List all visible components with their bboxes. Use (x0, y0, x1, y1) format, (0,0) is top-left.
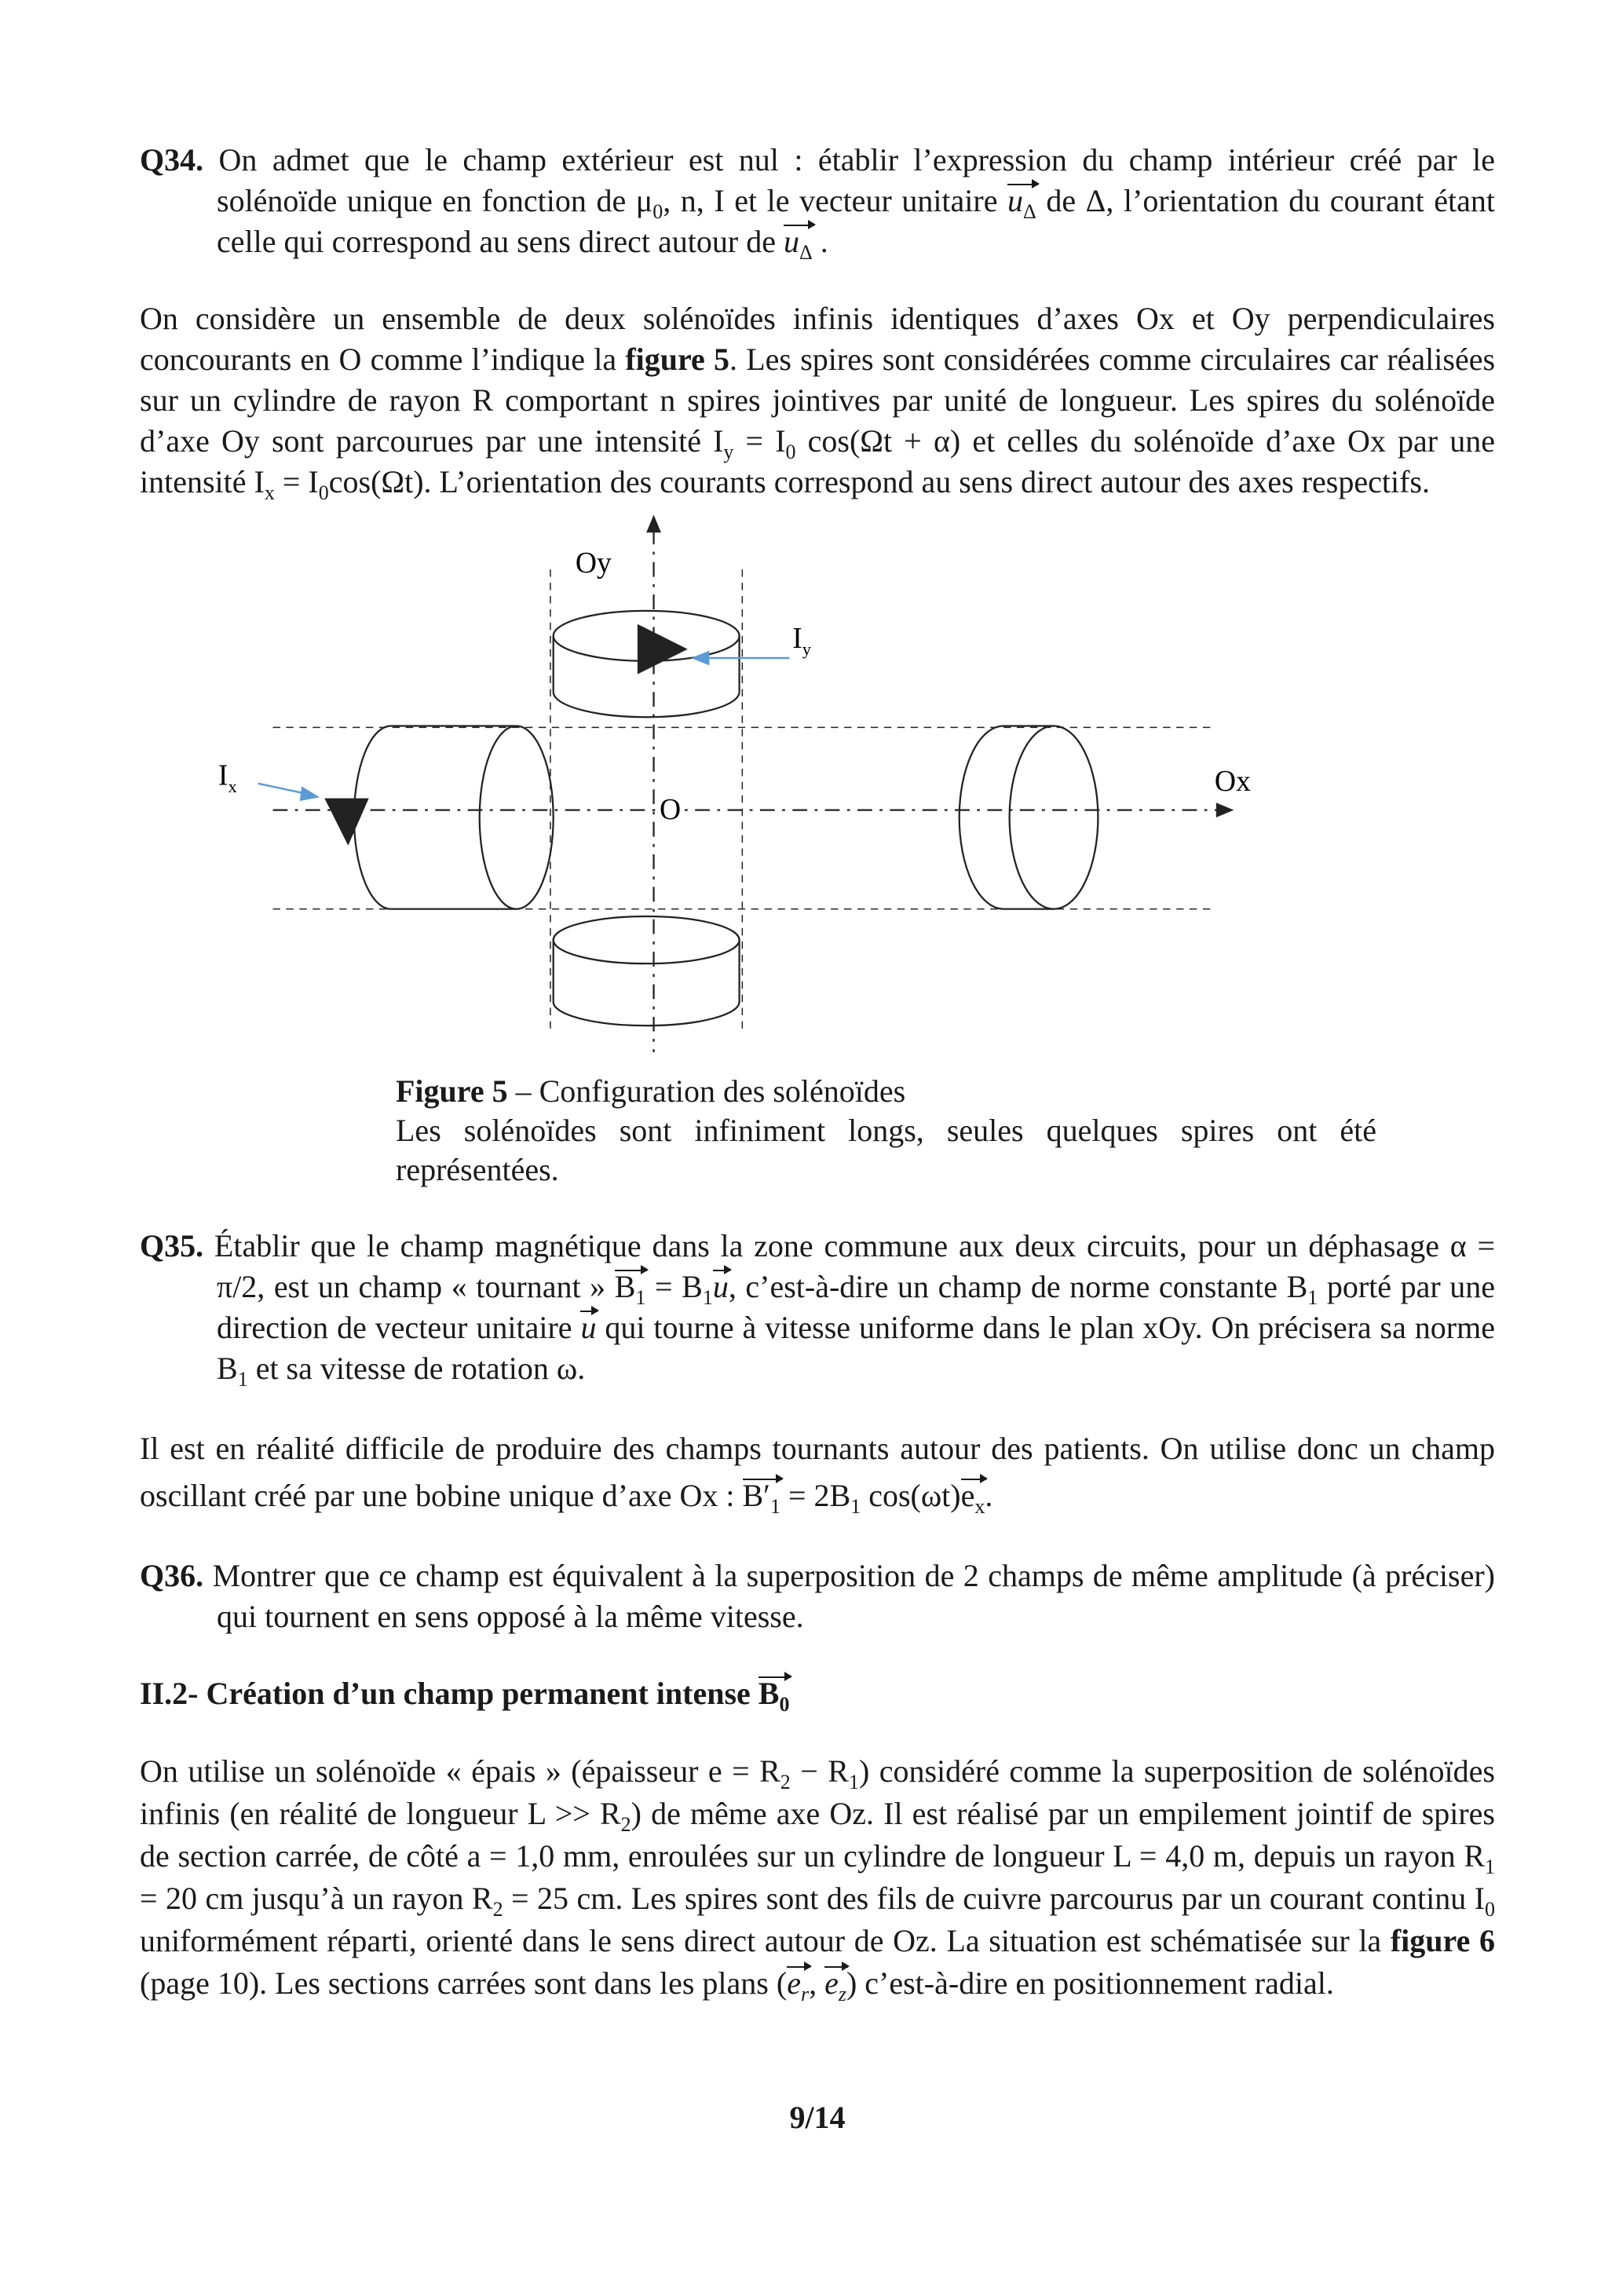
right-cylinder (960, 726, 1098, 909)
caption-label: Figure 5 (396, 1073, 508, 1109)
vector-u (580, 1312, 596, 1344)
vector-u (1007, 183, 1036, 223)
sub: 0 (1485, 1898, 1496, 1921)
sub: 2 (780, 1771, 791, 1793)
sub: 1 (702, 1286, 713, 1309)
text: = B (645, 1269, 703, 1304)
text: On considère un ensemble de deux solénoïdes infinis identiques d’axes Ox et Oy perpendiculaires concourants en O comme l’indique la (140, 301, 1495, 377)
label-oy: Oy (575, 547, 612, 579)
text: = 20 cm jusqu’à un rayon R (140, 1881, 493, 1916)
caption-title: – Configuration des solénoïdes (507, 1073, 906, 1109)
sub: x (264, 481, 275, 504)
thick-solenoid-paragraph (140, 1750, 1495, 2005)
sub: 1 (237, 1368, 248, 1391)
caption-text: Les solénoïdes sont infiniment longs, seules quelques spires ont été représentées. (396, 1113, 1376, 1187)
left-cylinder (354, 726, 554, 909)
sub: r (800, 1983, 810, 2005)
vector-b1 (614, 1269, 646, 1309)
text: cos(Ωt). L’orientation des courants correspond au sens direct autour des axes respectifs. (328, 464, 1430, 499)
sub: 2 (492, 1898, 503, 1921)
vec-letter: B′ (742, 1478, 770, 1513)
text: et sa vitesse de rotation ω. (247, 1351, 586, 1386)
sub: z (838, 1983, 846, 2005)
text: qui tourne à vitesse uniforme dans le plan xOy. On précisera sa norme B (217, 1310, 1495, 1386)
text: porté par une direction de vecteur unitaire (217, 1269, 1495, 1345)
text: . (812, 224, 828, 259)
sub: 1 (635, 1286, 646, 1309)
vector-er (787, 1965, 810, 2005)
text: On utilise un solénoïde « épais » (épaisseur e = R (140, 1753, 780, 1789)
figure-ref: figure 6 (1390, 1923, 1495, 1958)
question-label: Q34. (140, 142, 204, 177)
sub: 1 (850, 1495, 861, 1518)
label-iy (792, 623, 812, 659)
question-label: Q36. (140, 1558, 204, 1593)
vector-ex (960, 1478, 985, 1518)
text: , c’est-à-dire un champ de norme constante B (728, 1269, 1308, 1304)
sub: Δ (1023, 200, 1036, 223)
vec-letter: e (824, 1965, 839, 2001)
oy-arrowhead (646, 515, 661, 533)
sub: 0 (318, 481, 329, 504)
vector-u (713, 1271, 729, 1303)
vec-letter: B (758, 1676, 780, 1711)
vec-letter: u (712, 1269, 729, 1304)
text: Il est en réalité difficile de produire des champs tournants autour des patients. On utilise donc un champ oscillant créé par une bobine unique d’axe Ox : (140, 1431, 1495, 1513)
vec-letter: e (960, 1478, 975, 1513)
vec-letter: u (1007, 183, 1024, 218)
section-heading (140, 1673, 1495, 1714)
sub: 1 (848, 1771, 859, 1793)
question-label: Q35. (140, 1228, 204, 1263)
text: , (809, 1965, 825, 2001)
vector-ez (824, 1965, 846, 2005)
text: (page 10). Les sections carrées sont dans les plans ( (140, 1965, 788, 2001)
vec-letter: e (787, 1965, 801, 2001)
vec-letter: u (580, 1310, 597, 1345)
text: uniformément réparti, orienté dans le sens direct autour de Oz. La situation est schématisée sur la (140, 1923, 1391, 1958)
text: , n, I et le vecteur unitaire (663, 183, 1008, 218)
bottom-cylinder (554, 916, 740, 1026)
label-ox: Ox (1214, 766, 1251, 799)
vector-u (783, 224, 813, 264)
current-ix-triangle (324, 799, 368, 846)
text: = I (274, 464, 319, 499)
text: = 25 cm. Les spires sont des fils de cuivre parcourus par un courant continu I (503, 1881, 1486, 1916)
heading-text: II.2- Création d’un champ permanent intense (140, 1676, 758, 1711)
sub: 0 (785, 441, 796, 463)
ix-arrow (258, 784, 307, 794)
vector-b1-prime (742, 1478, 780, 1518)
text: = I (733, 423, 786, 459)
text: de Δ, l’orientation du courant étant celle qui correspond au sens direct autour de (217, 183, 1495, 259)
question-36 (140, 1556, 1495, 1637)
oscillating-field-paragraph (140, 1425, 1495, 1519)
label-i: I (792, 622, 802, 655)
text: cos(ωt) (861, 1478, 961, 1513)
sub: 0 (652, 200, 663, 223)
question-35 (140, 1226, 1495, 1389)
figure-ref: figure 5 (625, 342, 730, 377)
vec-letter: B (614, 1269, 636, 1304)
sub: x (974, 1495, 985, 1518)
sub: y (723, 441, 734, 463)
label-i: I (217, 759, 228, 792)
intro-paragraph (140, 298, 1495, 503)
text: On admet que le champ extérieur est nul : établir l’expression du champ intérieur créé par le solénoïde unique en fonction de μ (217, 142, 1495, 218)
ox-arrowhead (1216, 803, 1234, 817)
text: ) c’est-à-dire en positionnement radial. (846, 1965, 1334, 2001)
current-iy-triangle (638, 624, 688, 675)
question-34 (140, 140, 1495, 262)
text: . (985, 1478, 993, 1513)
sub: 1 (1485, 1855, 1495, 1878)
sub: y (802, 639, 812, 660)
vec-letter: u (783, 224, 799, 259)
sub: x (228, 777, 237, 797)
sub: 2 (620, 1813, 631, 1836)
vector-b0 (758, 1676, 790, 1716)
sub: 1 (769, 1495, 780, 1518)
text: Montrer que ce champ est équivalent à la superposition de 2 champs de même amplitude (à préciser) qui tournent en sens opposé à la même vitesse. (212, 1558, 1496, 1634)
page-number: 9/14 (789, 2100, 846, 2135)
figure-caption (396, 1072, 1376, 1190)
text: ) de même axe Oz. Il est réalisé par un empilement jointif de spires de section carrée, de côté a = 1,0 mm, enroulées sur un cylindre de longueur L = 4,0 m, depuis un rayon R (140, 1796, 1495, 1874)
sub: Δ (799, 241, 813, 264)
label-o: O (660, 793, 682, 826)
text: Établir que le champ magnétique dans la zone commune aux deux circuits, pour un déphasage α = π/2, est un champ « tournant » (214, 1228, 1496, 1304)
text: = 2B (780, 1478, 851, 1513)
label-ix (218, 760, 237, 796)
figure-5-diagram (192, 510, 1251, 1064)
text: ) considéré comme la superposition de solénoïdes infinis (en réalité de longueur L >> R (140, 1753, 1495, 1831)
sub: 0 (779, 1693, 790, 1716)
text: − R (790, 1753, 849, 1789)
text: cos(Ωt + α) et celles du solénoïde d’axe Ox par une intensité I (140, 423, 1495, 499)
sub: 1 (1307, 1286, 1318, 1309)
text: . Les spires sont considérées comme circulaires car réalisées sur un cylindre de rayon R comportant n spires jointives par unité de longueur. Les spires du solénoïde d’axe Oy sont parcourues par une intensité I (140, 342, 1496, 459)
